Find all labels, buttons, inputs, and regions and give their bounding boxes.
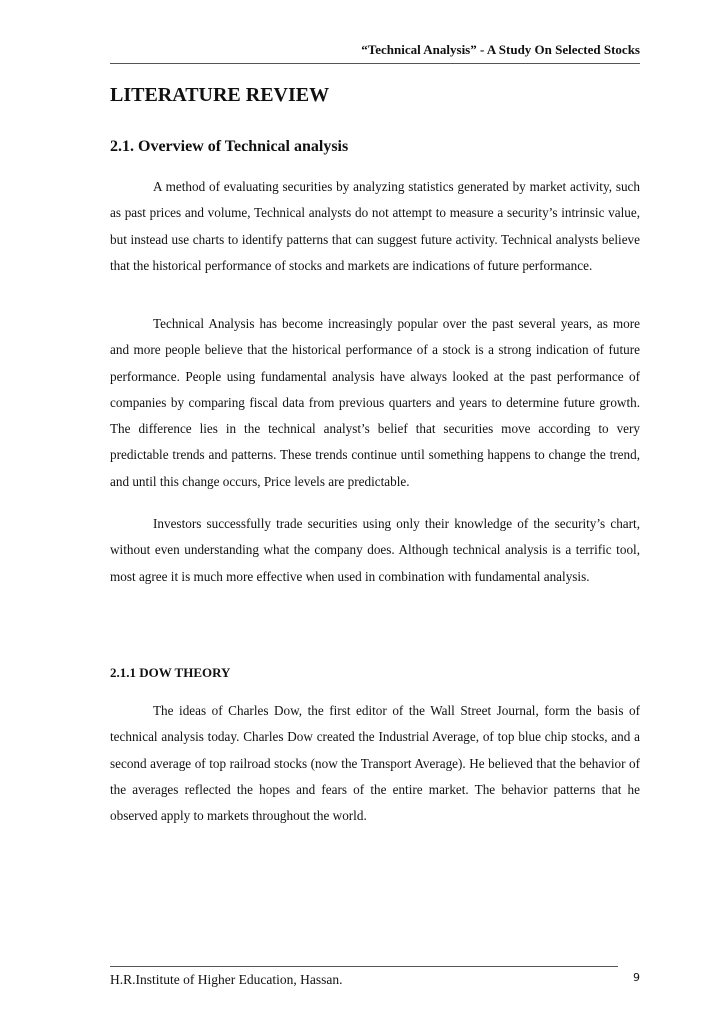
body-paragraph: Investors successfully trade securities using only their knowledge of the security’s chart, without even understanding what the company does. Although technical analysis is a terrific tool, most agree it is much more effective when used in combination with fundamental analysis. bbox=[110, 516, 640, 584]
page-number: 9 bbox=[633, 971, 640, 984]
subsection-title: 2.1.1 DOW THEORY bbox=[110, 665, 231, 680]
body-paragraph: Technical Analysis has become increasingly popular over the past several years, as more and more people believe that the historical performance of a stock is a strong indication of future performance. People using fundamental analysis have always looked at the past performance of companies by comparing fiscal data from previous quarters and years to determine future growth. The difference lies in the technical analyst’s belief that securities move according to very predictable trends and patterns. These trends continue until something happens to change the trend, and until this change occurs, Price levels are predictable. bbox=[110, 316, 640, 489]
header-divider bbox=[110, 63, 640, 64]
footer-institution: H.R.Institute of Higher Education, Hassan. bbox=[110, 972, 343, 987]
running-header: “Technical Analysis” - A Study On Selected Stocks bbox=[361, 42, 640, 57]
subsection-paragraph: The ideas of Charles Dow, the first editor of the Wall Street Journal, form the basis of technical analysis today. Charles Dow created the Industrial Average, of top blue chip stocks, and a second average of top railroad stocks (now the Transport Average). He believed that the behavior of the averages reflected the hopes and fears of the entire market. The behavior patterns that he observed apply to markets throughout the world. bbox=[110, 703, 640, 824]
chapter-title: LITERATURE REVIEW bbox=[110, 84, 330, 106]
footer-divider bbox=[110, 966, 618, 967]
body-paragraph: A method of evaluating securities by analyzing statistics generated by market activity, such as past prices and volume, Technical analysts do not attempt to measure a security’s intrinsic value, but instead use charts to identify patterns that can suggest future activity. Technical analysts believe that the historical performance of stocks and markets are indications of future performance. bbox=[110, 179, 640, 273]
section-title: 2.1. Overview of Technical analysis bbox=[110, 138, 349, 155]
